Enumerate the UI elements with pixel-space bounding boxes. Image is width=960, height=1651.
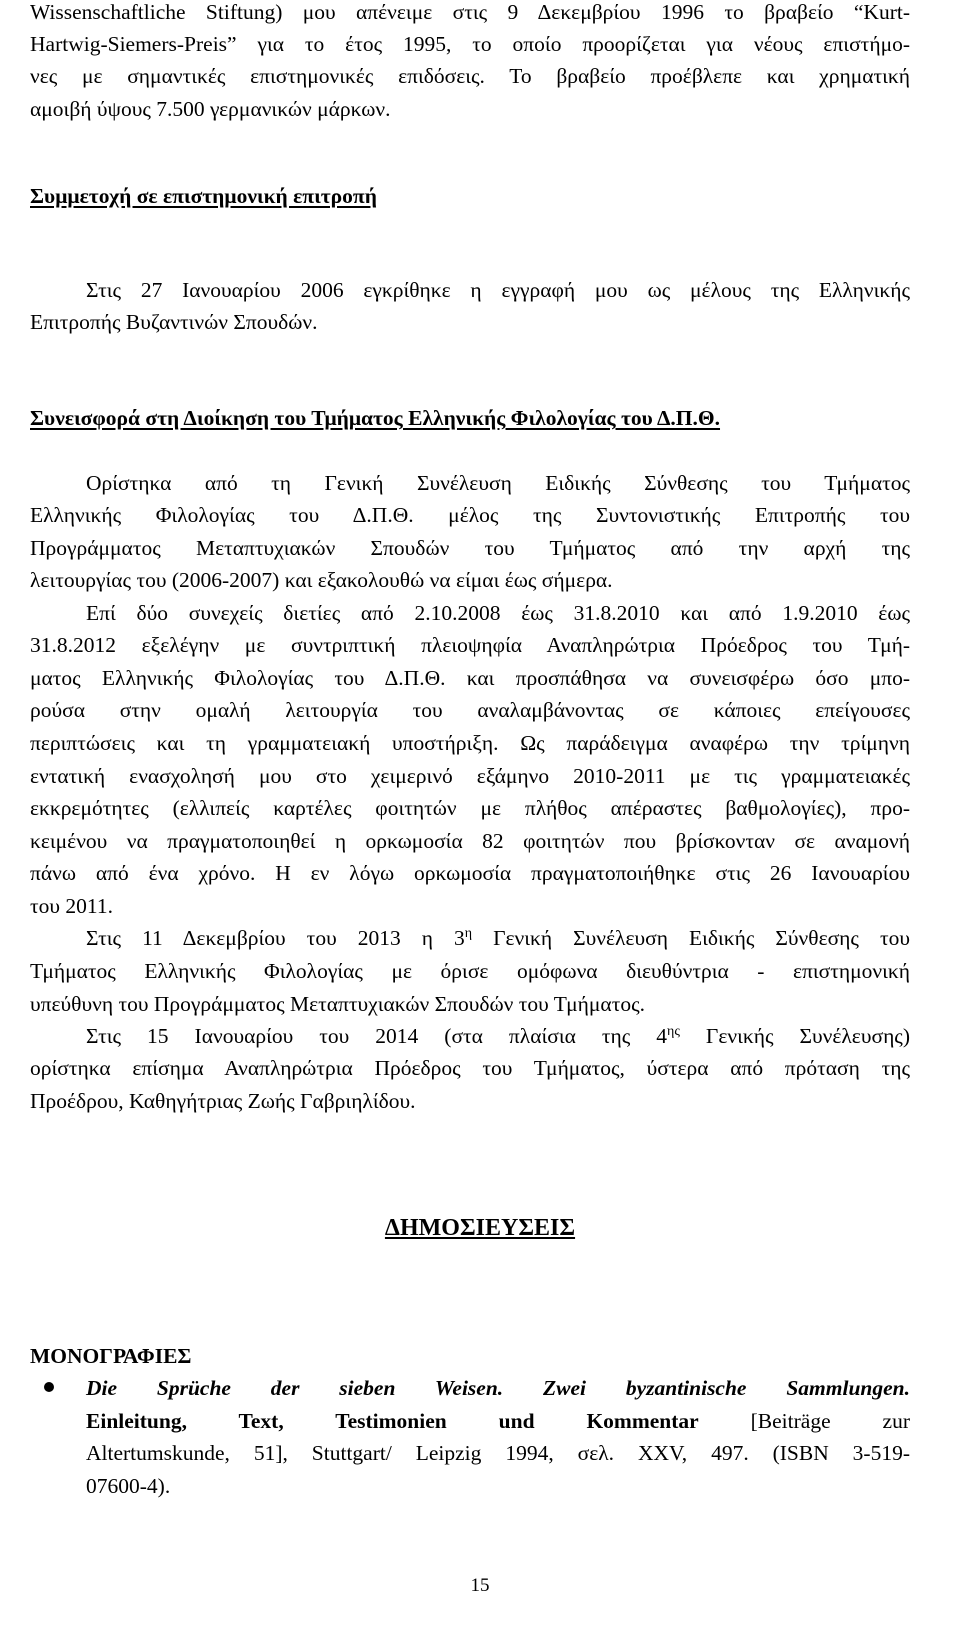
bullet-icon	[44, 1382, 54, 1392]
committee-line-1: Στις 27 Ιανουαρίου 2006 εγκρίθηκε η εγγραφή μου ως μέλους της Ελληνικής	[86, 278, 910, 302]
monograph-1-line-3: Altertumskunde, 51], Stuttgart/ Leipzig 1994, σελ. XXV, 497. (ISBN 3-519-	[86, 1441, 910, 1465]
admin-p2-line-9: πάνω από ένα χρόνο. Η εν λόγω ορκωμοσία πραγματοποιήθηκε στις 26 Ιανουαρίου	[30, 861, 910, 885]
admin-p3-sup: η	[464, 925, 473, 941]
admin-p4-line-1b: Γενικής Συνέλευσης)	[679, 1024, 910, 1048]
admin-p3-line-2: Τμήματος Ελληνικής Φιλολογίας με όρισε ομόφωνα διευθύντρια - επιστημονική	[30, 959, 910, 983]
page-number: 15	[470, 1575, 490, 1596]
publications-title: ΔΗΜΟΣΙΕΥΣΕΙΣ	[384, 1215, 576, 1241]
admin-p2-line-2: 31.8.2012 εξελέγην με συντριπτική πλειοψηφία Αναπληρώτρια Πρόεδρος του Τμή-	[30, 633, 910, 657]
admin-p2-line-4: ρούσα στην ομαλή λειτουργία του αναλαμβάνοντας σε κάποιες επείγουσες	[30, 698, 910, 722]
admin-p3-line-1a: Στις 11 Δεκεμβρίου του 2013 η 3	[86, 926, 465, 950]
admin-p2-line-7: εκκρεμότητες (ελλιπείς καρτέλες φοιτητών με πλήθος απέραστες βαθμολογίες), προ-	[30, 796, 910, 820]
monograph-1-series: [Beiträge zur	[698, 1409, 910, 1433]
admin-p1-line-4: λειτουργίας του (2006-2007) και εξακολουθώ να είμαι έως σήμερα.	[30, 568, 613, 592]
monograph-1-line-4: 07600-4).	[86, 1474, 171, 1498]
admin-p2-line-10: του 2011.	[30, 894, 113, 918]
admin-p1-line-2: Ελληνικής Φιλολογίας του Δ.Π.Θ. μέλος της Συντονιστικής Επιτροπής του	[30, 503, 910, 527]
monographs-heading: ΜΟΝΟΓΡΑΦΙΕΣ	[30, 1344, 192, 1368]
admin-p2-line-1: Επί δύο συνεχείς διετίες από 2.10.2008 έως 31.8.2010 και από 1.9.2010 έως	[86, 601, 910, 625]
intro-line-3: νες με σημαντικές επιστημονικές επιδόσεις. Το βραβείο προέβλεπε και χρηματική	[30, 64, 910, 88]
committee-heading: Συμμετοχή σε επιστημονική επιτροπή	[30, 184, 377, 208]
admin-p3-line-1	[86, 922, 910, 954]
admin-p1-line-3: Προγράμματος Μεταπτυχιακών Σπουδών του Τμήματος από την αρχή της	[30, 536, 910, 560]
admin-p4-line-1	[86, 1020, 910, 1052]
admin-p4-line-2: ορίστηκα επίσημα Αναπληρώτρια Πρόεδρος του Τμήματος, ύστερα από πρόταση της	[30, 1056, 910, 1080]
intro-line-1: Wissenschaftliche Stiftung) μου απένειμε στις 9 Δεκεμβρίου 1996 το βραβείο “Kurt-	[30, 0, 910, 24]
admin-p2-line-6: εντατική ενασχολησή μου στο χειμερινό εξάμηνο 2010-2011 με τις γραμματειακές	[30, 764, 910, 788]
admin-p1-line-1: Ορίστηκα από τη Γενική Συνέλευση Ειδικής Σύνθεσης του Τμήματος	[86, 471, 910, 495]
intro-line-2: Hartwig-Siemers-Preis” για το έτος 1995, το οποίο προορίζεται για νέους επιστήμο-	[30, 32, 910, 56]
monograph-1-subtitle: Einleitung, Text, Testimonien und Kommentar	[86, 1409, 699, 1433]
committee-line-2: Επιτροπής Βυζαντινών Σπουδών.	[30, 310, 318, 334]
monograph-1-line-2	[86, 1405, 910, 1437]
monograph-1-title: Die Sprüche der sieben Weisen. Zwei byzantinische Sammlungen.	[86, 1376, 910, 1400]
admin-p4-line-3: Προέδρου, Καθηγήτριας Ζωής Γαβριηλίδου.	[30, 1089, 416, 1113]
admin-p2-line-3: ματος Ελληνικής Φιλολογίας του Δ.Π.Θ. και προσπάθησα να συνεισφέρω όσο μπο-	[30, 666, 910, 690]
admin-heading: Συνεισφορά στη Διοίκηση του Τμήματος Ελληνικής Φιλολογίας του Δ.Π.Θ.	[30, 406, 721, 430]
admin-p4-sup: ης	[667, 1023, 680, 1039]
intro-line-4: αμοιβή ύψους 7.500 γερμανικών μάρκων.	[30, 97, 391, 121]
admin-p2-line-5: περιπτώσεις και τη γραμματειακή υποστήριξη. Ως παράδειγμα αναφέρω την τρίμηνη	[30, 731, 910, 755]
admin-p4-line-1a: Στις 15 Ιανουαρίου του 2014 (στα πλαίσια της 4	[86, 1024, 668, 1048]
admin-p2-line-8: κειμένου να πραγματοποιηθεί η ορκωμοσία 82 φοιτητών που βρίσκονταν σε αναμονή	[30, 829, 910, 853]
admin-p3-line-3: υπεύθυνη του Προγράμματος Μεταπτυχιακών Σπουδών του Τμήματος.	[30, 992, 645, 1016]
admin-p3-line-1b: Γενική Συνέλευση Ειδικής Σύνθεσης του	[472, 926, 910, 950]
